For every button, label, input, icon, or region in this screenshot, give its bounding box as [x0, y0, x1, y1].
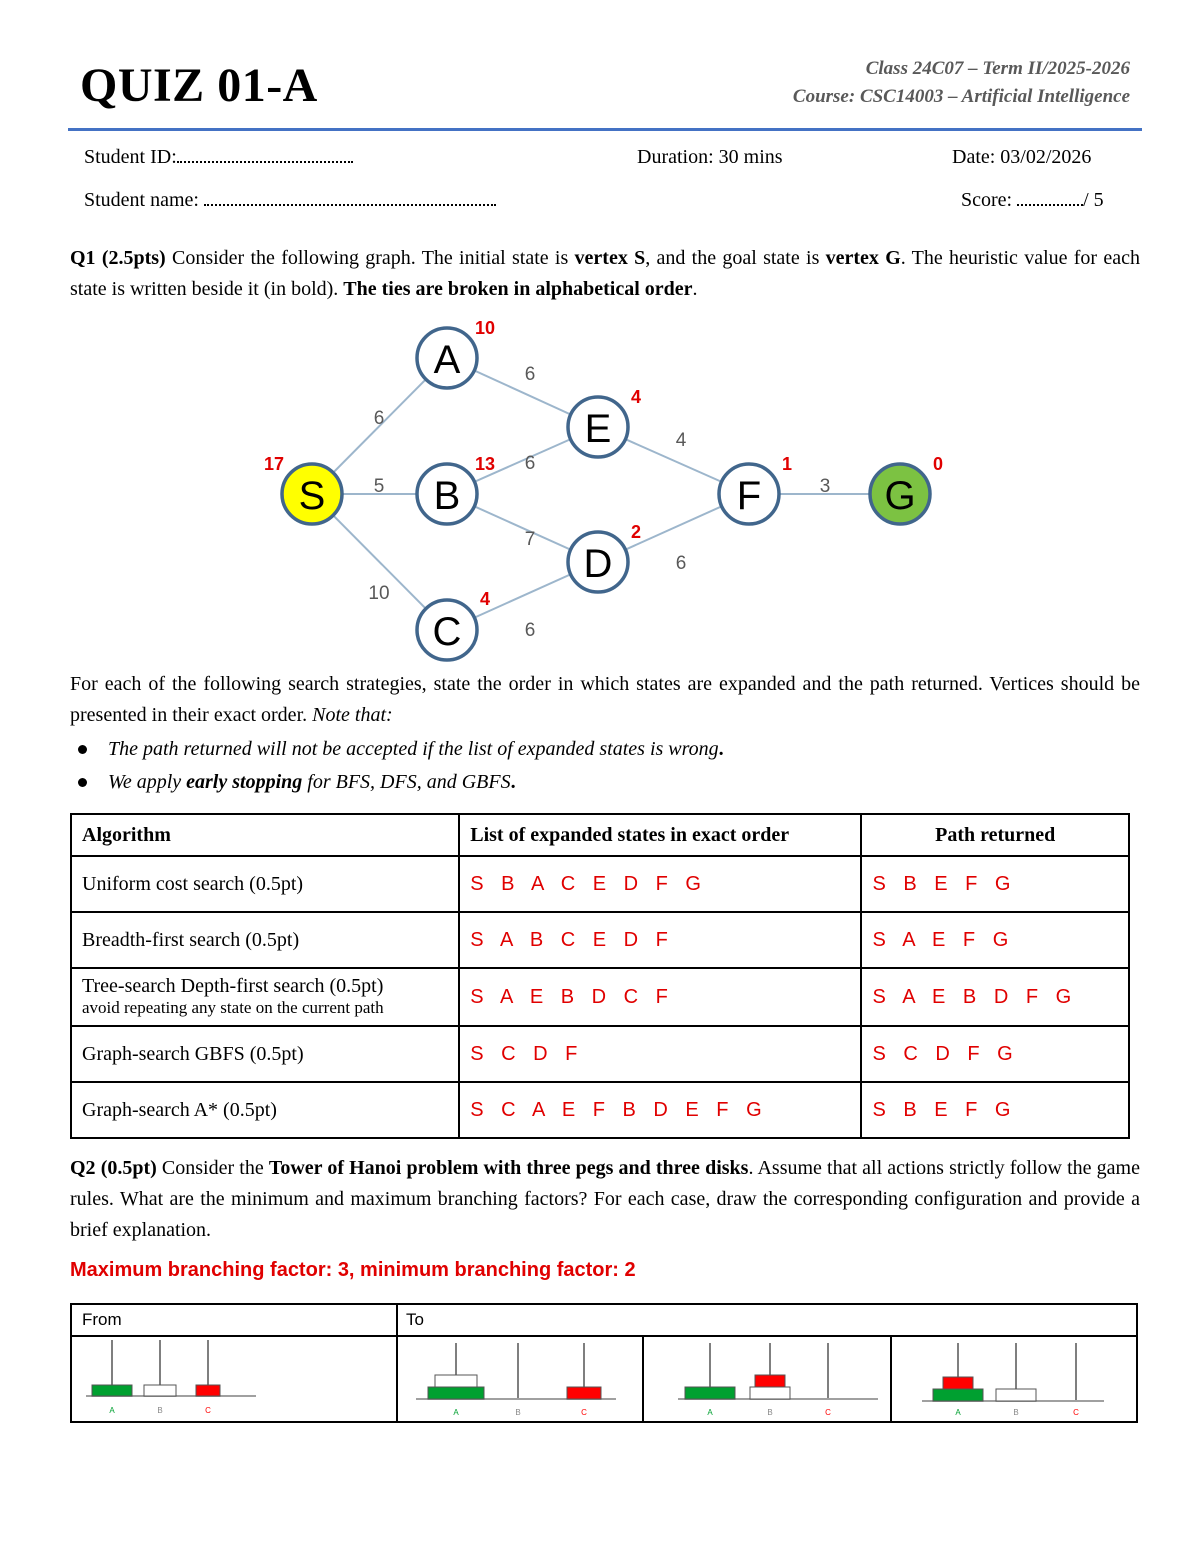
peg-label: A	[109, 1406, 115, 1415]
path-returned-cell: S B E F G	[861, 1082, 1129, 1138]
edge-weight-label: 6	[524, 620, 536, 641]
node-label: C	[432, 610, 462, 654]
edge-weight-label: 6	[373, 408, 385, 429]
edge-weight-label: 10	[368, 583, 390, 604]
hanoi-disk	[92, 1385, 132, 1396]
peg-label: B	[767, 1408, 773, 1417]
header-path: Path returned	[861, 814, 1129, 856]
node-label: G	[884, 474, 916, 518]
q1-text-2: , and the goal state is	[645, 247, 826, 269]
q1-note-1-text: The path returned will not be accepted if the list of expanded states is wrong	[108, 738, 719, 760]
q1-text-1: Consider the following graph. The initial state is	[165, 247, 575, 269]
score-total: / 5	[1083, 189, 1104, 211]
algorithm-cell: Graph-search GBFS (0.5pt)	[71, 1026, 459, 1082]
student-name-label: Student name:	[84, 189, 199, 211]
path-returned-cell: S C D F G	[861, 1026, 1129, 1082]
q1-tie-rule: The ties are broken in alphabetical order	[343, 278, 693, 300]
student-id-label: Student ID:	[84, 146, 177, 168]
to-label: To	[406, 1310, 424, 1329]
expanded-states-cell: S C D F	[459, 1026, 861, 1082]
q2-answer: Maximum branching factor: 3, minimum branching factor: 2	[70, 1259, 636, 1281]
node-label: E	[584, 407, 612, 451]
hanoi-disk	[943, 1377, 973, 1389]
table-row	[71, 1082, 1129, 1138]
path-returned-cell: S A E F G	[861, 912, 1129, 968]
algorithm-cell	[71, 968, 459, 1026]
q1-instructions	[70, 669, 1140, 731]
course-line: Course: CSC14003 – Artificial Intelligence	[792, 86, 1130, 107]
q1-note-label: Note that:	[312, 704, 393, 726]
node-label: A	[433, 338, 461, 382]
q1-note-2-end: .	[510, 771, 516, 793]
heuristic-label: 2	[630, 522, 642, 542]
peg-label: B	[515, 1408, 521, 1417]
table-header-row	[71, 814, 1129, 856]
q2-prompt	[70, 1153, 1140, 1246]
q1-number: Q1 (2.5pts)	[70, 247, 166, 269]
duration-text: Duration: 30 mins	[637, 146, 783, 168]
peg-label: A	[707, 1408, 713, 1417]
expanded-states-cell: S A B C E D F	[459, 912, 861, 968]
path-returned-cell: S A E B D F G	[861, 968, 1129, 1026]
q1-text-3: . The heuristic value for each state is written beside it (in bold).	[70, 247, 1140, 300]
q2-text-2: . Assume that all actions strictly follow the game rules. What are the minimum and maximum branching factors? For each case, draw the corresponding configuration and provide a brief explanation.	[70, 1157, 1140, 1241]
algorithm-cell: Graph-search A* (0.5pt)	[71, 1082, 459, 1138]
bullet-icon	[78, 745, 87, 754]
peg-label: A	[453, 1408, 459, 1417]
q1-initial-state: vertex S	[574, 247, 646, 269]
algorithm-name: Tree-search Depth-first search (0.5pt)	[82, 975, 384, 997]
q1-instructions-text: For each of the following search strategies, state the order in which states are expanded and the path returned. Vertices should be presented in their exact order.	[70, 673, 1140, 726]
hanoi-to-config-3	[922, 1343, 1104, 1417]
hanoi-disk	[996, 1389, 1036, 1401]
q1-goal-state: vertex G	[825, 247, 901, 269]
search-graph	[0, 0, 1200, 700]
expanded-states-cell: S A E B D C F	[459, 968, 861, 1026]
peg-label: B	[1013, 1408, 1019, 1417]
score-label: Score:	[961, 189, 1013, 211]
hanoi-to-config-1	[416, 1343, 616, 1417]
peg-label: C	[205, 1406, 211, 1415]
heuristic-label: 0	[932, 454, 944, 474]
hanoi-to-config-2	[678, 1343, 878, 1417]
search-answer-table	[70, 813, 1130, 1139]
header-expanded: List of expanded states in exact order	[459, 814, 861, 856]
hanoi-disk	[428, 1387, 484, 1399]
class-term-line: Class 24C07 – Term II/2025-2026	[865, 58, 1130, 79]
q1-notes-list	[108, 733, 724, 799]
expanded-states-cell: S B A C E D F G	[459, 856, 861, 912]
date-text: Date: 03/02/2026	[952, 146, 1092, 168]
hanoi-disk	[196, 1385, 220, 1396]
edge-weight-label: 6	[675, 553, 687, 574]
peg-label: B	[157, 1406, 163, 1415]
q1-note-2-bold: early stopping	[186, 771, 303, 793]
hanoi-disk	[933, 1389, 983, 1401]
from-label: From	[82, 1310, 122, 1329]
q1-note-2-text-c: for BFS, DFS, and GBFS	[302, 771, 511, 793]
expanded-states-cell: S C A E F B D E F G	[459, 1082, 861, 1138]
node-label: F	[736, 474, 762, 518]
q2-text-1: Consider the	[156, 1157, 269, 1179]
edge-weight-label: 4	[675, 430, 687, 451]
algorithm-note: avoid repeating any state on the current path	[82, 998, 384, 1017]
heuristic-label: 17	[263, 454, 285, 474]
peg-label: A	[955, 1408, 961, 1417]
edge-weight-label: 5	[373, 476, 385, 497]
hanoi-disk	[750, 1387, 790, 1399]
peg-label: C	[825, 1408, 831, 1417]
hanoi-disk	[755, 1375, 785, 1387]
q2-problem-name: Tower of Hanoi problem with three pegs and three disks	[268, 1157, 749, 1179]
hanoi-drawings	[72, 1305, 1136, 1421]
algorithm-cell: Breadth-first search (0.5pt)	[71, 912, 459, 968]
path-returned-cell: S B E F G	[861, 856, 1129, 912]
algorithm-cell: Uniform cost search (0.5pt)	[71, 856, 459, 912]
quiz-title: QUIZ 01-A	[80, 59, 318, 112]
q1-note-1-end: .	[718, 738, 724, 760]
hanoi-from-config	[86, 1340, 256, 1415]
q1-note-1	[108, 733, 724, 766]
q1-note-2	[108, 766, 724, 799]
table-row	[71, 968, 1129, 1026]
node-label: B	[433, 474, 461, 518]
heuristic-label: 13	[474, 454, 496, 474]
header-algorithm: Algorithm	[71, 814, 459, 856]
bullet-icon	[78, 778, 87, 787]
edge-weight-label: 6	[524, 364, 536, 385]
edge-weight-label: 7	[524, 529, 536, 550]
hanoi-disk	[144, 1385, 176, 1396]
peg-label: C	[581, 1408, 587, 1417]
table-row	[71, 1026, 1129, 1082]
q2-number: Q2 (0.5pt)	[70, 1157, 157, 1179]
heuristic-label: 4	[479, 589, 491, 609]
heuristic-label: 4	[630, 387, 642, 407]
q1-note-2-text-a: We apply	[108, 771, 187, 793]
node-label: D	[583, 542, 613, 586]
hanoi-disk	[567, 1387, 601, 1399]
edge-weight-label: 3	[819, 476, 831, 497]
hanoi-disk	[435, 1375, 477, 1387]
hanoi-configurations	[70, 1303, 1138, 1423]
table-row	[71, 856, 1129, 912]
q1-text-4: .	[692, 278, 698, 300]
peg-label: C	[1073, 1408, 1079, 1417]
node-label: S	[298, 474, 326, 518]
heuristic-label: 1	[781, 454, 793, 474]
table-row	[71, 912, 1129, 968]
heuristic-label: 10	[474, 318, 496, 338]
hanoi-disk	[685, 1387, 735, 1399]
edge-weight-label: 6	[524, 453, 536, 474]
